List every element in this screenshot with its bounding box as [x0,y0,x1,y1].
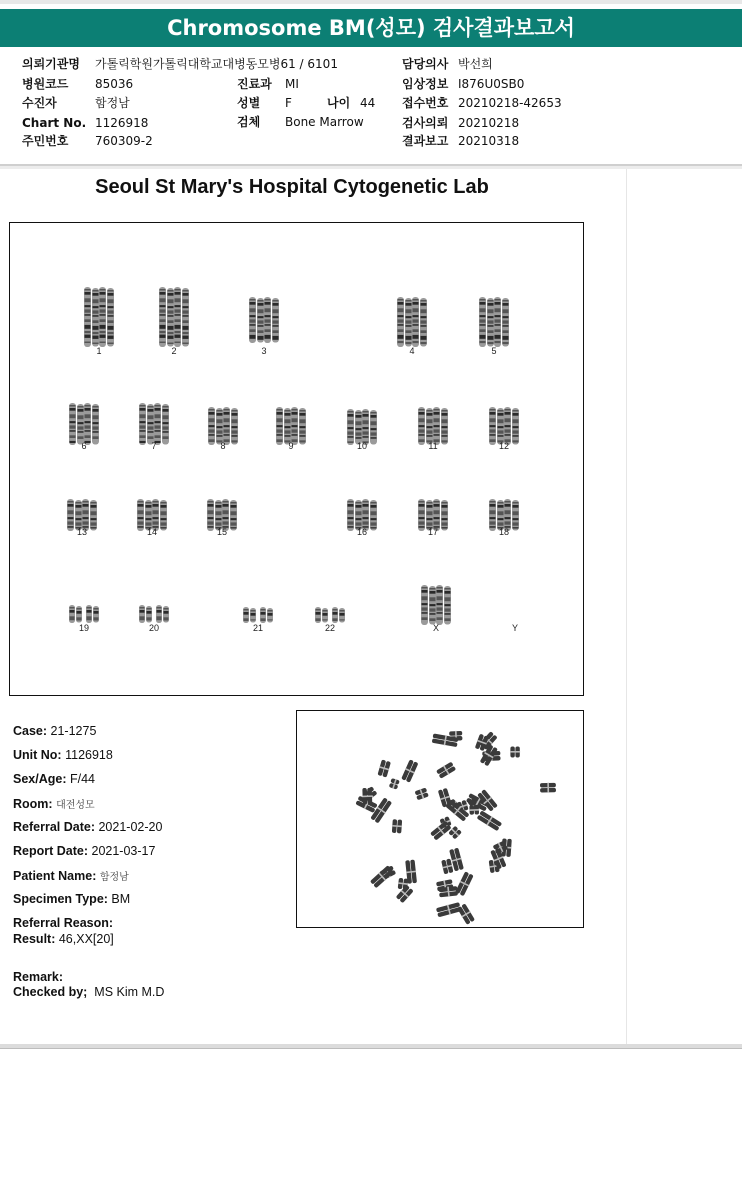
case-label: Case: [13,724,48,738]
age-label: 나이 [327,96,351,110]
chromosome-label: 1 [96,346,102,356]
metaphase-chromosome [476,810,502,831]
specimen-value: Bone Marrow [285,115,364,129]
chromosome-label: 3 [261,346,267,356]
chromosome-pair-19 [67,603,101,625]
karyotype-image [9,222,584,696]
metaphase-chromosome [392,819,403,833]
chromosome-pair-4 [395,295,429,349]
case-value: 21-1275 [50,724,97,738]
right-panel-edge [626,169,627,1044]
chromosome-pair-5 [477,295,511,349]
lab-title: Seoul St Mary's Hospital Cytogenetic Lab [95,176,489,198]
chromosome-label: 7 [151,441,157,451]
unit-label: Unit No: [13,748,62,762]
divider-bottom-line [0,1048,742,1049]
chromosome-label: 20 [148,623,159,633]
chromosome-pair-21 [241,605,275,625]
sexage-row [13,772,95,786]
room-label: Room: [13,797,53,811]
receipt-value: 20210218-42653 [458,96,562,110]
request-label: 검사의뢰 [402,116,449,130]
dept-value: MI [285,77,299,91]
referral-date-row [13,820,162,834]
sexage-value: F/44 [69,772,95,786]
metaphase-chromosome [389,778,400,790]
chromosome-label: Y [511,623,518,633]
chart-value: 1126918 [95,116,149,130]
remark-label: Remark: [13,970,64,984]
patient-name-row [13,868,129,883]
metaphase-chromosome [540,783,556,793]
recipient-value: 함정남 [95,96,130,110]
doctor-label: 담당의사 [402,57,449,71]
report-date-value: 2021-03-17 [91,844,156,858]
institution-label: 의뢰기관명 [22,57,80,71]
result-value: 46,XX[20] [58,932,114,946]
metaphase-chromosome [457,903,476,925]
chromosome-label: 19 [78,623,89,633]
chromosome-pair-2 [157,285,191,349]
chromosome-label: 15 [216,527,227,537]
specimen-label: 검체 [237,115,261,129]
room-value: 대전성모 [56,800,95,811]
chart-label: Chart No. [22,116,87,130]
chromosome-pair-20 [137,603,171,625]
chromosome-label: 17 [427,527,438,537]
chromosome-label: 21 [252,623,263,633]
sexage-label: Sex/Age: [13,772,67,786]
chromosome-pair-1 [82,285,116,349]
chromosome-label: 10 [356,441,367,451]
checked-label: Checked by; [13,985,88,999]
recipient-label: 수진자 [22,96,57,110]
metaphase-chromosome [455,871,474,896]
chromosome-label: 2 [171,346,177,356]
metaphase-chromosome [436,902,462,918]
report-date-label: Report Date: [13,844,89,858]
patient-name-label: Patient Name: [13,869,97,883]
ssn-label: 주민번호 [22,134,69,148]
chromosome-label: 4 [409,346,415,356]
chromosome-label: 6 [81,441,87,451]
chromosome-label: 14 [146,527,157,537]
referral-reason-row [13,916,113,930]
report-label: 결과보고 [402,134,449,148]
chromosome-label: 11 [428,441,438,451]
institution-value: 가톨릭학원가톨릭대학교대병동모병61 / 6101 [95,57,338,71]
divider-top-shadow [0,166,742,169]
metaphase-chromosomes [297,711,583,927]
metaphase-chromosome [436,761,456,779]
receipt-label: 접수번호 [402,96,449,110]
metaphase-chromosome [401,759,419,783]
report-value: 20210318 [458,134,520,148]
doctor-value: 박선희 [458,57,493,71]
metaphase-chromosome [414,787,428,800]
report-date-row [13,844,155,858]
referral-date-label: Referral Date: [13,820,95,834]
metaphase-chromosome [510,747,520,758]
chromosome-label: X [432,623,439,633]
chromosome-label: 8 [220,441,226,451]
hospital-code-value: 85036 [95,77,134,91]
clinical-value: I876U0SB0 [458,77,525,91]
age-value: 44 [360,96,376,110]
case-row [13,724,96,738]
chromosome-label: 22 [324,623,335,633]
specimen-type-value: BM [111,892,131,906]
specimen-type-label: Specimen Type: [13,892,108,906]
room-row [13,796,95,811]
chromosome-pair-X [419,583,453,627]
dept-label: 진료과 [237,77,272,91]
checked-value: MS Kim M.D [94,985,165,999]
patient-name-value: 함정남 [99,872,129,883]
clinical-label: 임상정보 [402,77,449,91]
chromosome-label: 5 [491,346,497,356]
sex-value: F [285,96,292,110]
ssn-value: 760309-2 [95,134,153,148]
referral-date-value: 2021-02-20 [98,820,163,834]
metaphase-spread-image [296,710,584,928]
specimen-type-row [13,892,130,906]
unit-row [13,748,113,762]
chromosome-pair-3 [247,295,281,345]
chromosome-label: 13 [76,527,87,537]
hospital-code-label: 병원코드 [22,77,69,91]
chromosome-label: 9 [288,441,294,451]
checked-row [13,985,164,999]
chromosome-label: 18 [498,527,509,537]
chromosome-label: 12 [498,441,509,451]
result-label: Result: [13,932,56,946]
top-border [0,0,742,4]
chromosome-label: 16 [356,527,367,537]
request-value: 20210218 [458,116,520,130]
report-title: Chromosome BM(성모) 검사결과보고서 [0,9,742,47]
chromosome-pair-22 [313,605,347,625]
sex-label: 성별 [237,96,261,110]
referral-reason-label: Referral Reason: [13,916,114,930]
unit-value: 1126918 [65,748,113,762]
remark-row [13,970,63,984]
metaphase-chromosome [397,878,408,890]
metaphase-chromosome [377,759,391,777]
result-row [13,932,114,946]
